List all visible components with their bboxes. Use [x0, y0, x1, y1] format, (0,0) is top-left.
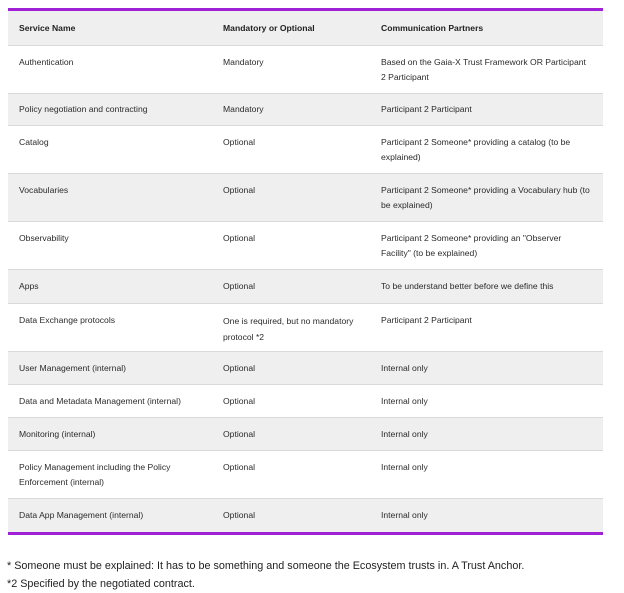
service-name-cell: Vocabularies	[8, 174, 212, 222]
header-mandatory-optional: Mandatory or Optional	[212, 11, 370, 46]
table-row	[8, 270, 603, 304]
table-row	[8, 499, 603, 532]
table-row	[8, 451, 603, 499]
service-name-cell: Data Exchange protocols	[8, 304, 212, 352]
partners-cell: Participant 2 Someone* providing a catalog (to be explained)	[370, 126, 603, 174]
services-table-container	[8, 8, 603, 535]
mandatory-cell: Optional	[212, 270, 370, 304]
footnote-someone: * Someone must be explained: It has to be something and someone the Ecosystem trusts in. A Trust Anchor.	[7, 560, 525, 572]
service-name-cell: Observability	[8, 222, 212, 270]
table-row	[8, 94, 603, 126]
mandatory-cell: Optional	[212, 451, 370, 499]
service-name-cell: Monitoring (internal)	[8, 418, 212, 451]
table-row	[8, 385, 603, 418]
service-name-cell: Data App Management (internal)	[8, 499, 212, 532]
mandatory-cell: Optional	[212, 418, 370, 451]
service-name-cell: Data and Metadata Management (internal)	[8, 385, 212, 418]
partners-cell: Based on the Gaia-X Trust Framework OR Participant 2 Participant	[370, 46, 603, 94]
mandatory-cell: Optional	[212, 222, 370, 270]
header-communication-partners: Communication Partners	[370, 11, 603, 46]
partners-cell: Participant 2 Participant	[370, 304, 603, 352]
table-row	[8, 174, 603, 222]
service-name-cell: User Management (internal)	[8, 352, 212, 385]
partners-cell: Internal only	[370, 499, 603, 532]
table-row	[8, 46, 603, 94]
table-row	[8, 126, 603, 174]
service-name-cell: Policy Management including the Policy Enforcement (internal)	[8, 451, 212, 499]
table-row	[8, 222, 603, 270]
partners-cell: Internal only	[370, 451, 603, 499]
partners-cell: Participant 2 Someone* providing an "Observer Facility" (to be explained)	[370, 222, 603, 270]
partners-cell: Participant 2 Someone* providing a Vocabulary hub (to be explained)	[370, 174, 603, 222]
mandatory-cell: Optional	[212, 174, 370, 222]
partners-cell: Internal only	[370, 385, 603, 418]
header-service-name: Service Name	[8, 11, 212, 46]
service-name-cell: Policy negotiation and contracting	[8, 94, 212, 126]
partners-cell: Internal only	[370, 352, 603, 385]
footnote-contract: *2 Specified by the negotiated contract.	[7, 578, 195, 590]
partners-cell: Participant 2 Participant	[370, 94, 603, 126]
service-name-cell: Apps	[8, 270, 212, 304]
mandatory-cell: One is required, but no mandatory protocol *2	[212, 304, 370, 352]
table-header-row	[8, 11, 603, 46]
service-name-cell: Catalog	[8, 126, 212, 174]
mandatory-cell: Optional	[212, 126, 370, 174]
mandatory-cell: Mandatory	[212, 46, 370, 94]
partners-cell: Internal only	[370, 418, 603, 451]
table-row	[8, 304, 603, 352]
mandatory-cell: Mandatory	[212, 94, 370, 126]
footnotes	[7, 557, 617, 593]
mandatory-cell: Optional	[212, 352, 370, 385]
table-row	[8, 418, 603, 451]
service-name-cell: Authentication	[8, 46, 212, 94]
mandatory-cell: Optional	[212, 385, 370, 418]
partners-cell: To be understand better before we define this	[370, 270, 603, 304]
services-table	[8, 11, 603, 532]
mandatory-cell: Optional	[212, 499, 370, 532]
table-row	[8, 352, 603, 385]
